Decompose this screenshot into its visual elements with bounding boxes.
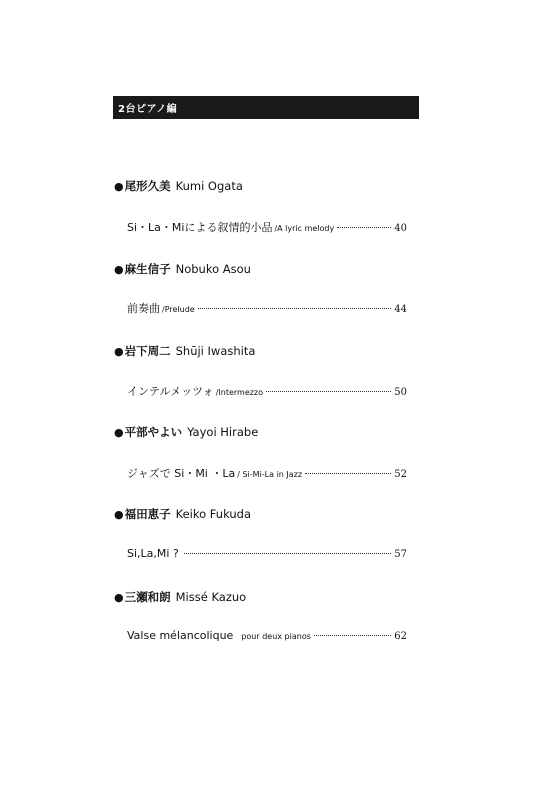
composer-heading (114, 178, 243, 194)
work-subtitle: /Prelude (162, 305, 195, 314)
composer-name-jp: 尾形久美 (124, 179, 171, 193)
composer-name-en: Missé Kazuo (175, 590, 247, 604)
work-title: ジャズで Si・Mi ・La (127, 467, 236, 480)
page-number: 52 (394, 469, 407, 480)
work-title: Si・La・Miによる叙情的小品 (127, 221, 273, 234)
page-number: 50 (394, 387, 407, 398)
section-title: 2台ピアノ編 (118, 104, 178, 115)
bullet-icon: ● (114, 262, 124, 276)
page-number: 62 (394, 631, 407, 642)
composer-heading (114, 261, 251, 277)
composer-name-en: Kumi Ogata (175, 179, 243, 193)
page-number: 44 (394, 304, 407, 315)
toc-entry[interactable] (127, 383, 407, 399)
bullet-icon: ● (114, 344, 124, 358)
composer-name-en: Keiko Fukuda (175, 507, 252, 521)
dot-leader (337, 227, 391, 228)
composer-heading (114, 589, 246, 605)
bullet-icon: ● (114, 590, 124, 604)
bullet-icon: ● (114, 425, 124, 439)
composer-name-jp: 三瀬和朗 (124, 590, 171, 604)
composer-name-en: Nobuko Asou (175, 262, 251, 276)
bullet-icon: ● (114, 179, 124, 193)
work-subtitle: /A lyric melody (274, 224, 335, 233)
toc-entry[interactable] (127, 629, 407, 645)
bullet-icon: ● (114, 507, 124, 521)
composer-name-jp: 麻生信子 (124, 262, 171, 276)
composer-name-en: Shūji Iwashita (175, 344, 256, 358)
work-subtitle: /Intermezzo (215, 388, 264, 397)
dot-leader (266, 391, 391, 392)
work-title: Valse mélancolique (127, 629, 234, 642)
composer-name-jp: 福田恵子 (124, 507, 171, 521)
section-header (113, 96, 419, 119)
toc-entry[interactable] (127, 547, 407, 563)
toc-entry[interactable] (127, 465, 407, 481)
dot-leader (314, 635, 391, 636)
composer-heading (114, 506, 251, 522)
toc-entry[interactable] (127, 219, 407, 235)
composer-name-en: Yayoi Hirabe (187, 425, 259, 439)
composer-heading (114, 424, 258, 440)
work-title: 前奏曲 (127, 302, 160, 315)
page-number: 57 (394, 549, 407, 560)
composer-name-jp: 岩下周二 (124, 344, 171, 358)
work-subtitle: / Si-Mi-La in Jazz (237, 470, 303, 479)
dot-leader (305, 473, 391, 474)
composer-heading (114, 343, 255, 359)
work-title: インテルメッツォ (127, 385, 214, 398)
work-subtitle: pour deux pianos (241, 632, 311, 641)
page-number: 40 (394, 223, 407, 234)
toc-entry[interactable] (127, 300, 407, 316)
composer-name-jp: 平部やよい (124, 425, 183, 439)
dot-leader (198, 308, 392, 309)
dot-leader (184, 553, 391, 554)
work-title: Si,La,Mi ? (127, 547, 179, 560)
